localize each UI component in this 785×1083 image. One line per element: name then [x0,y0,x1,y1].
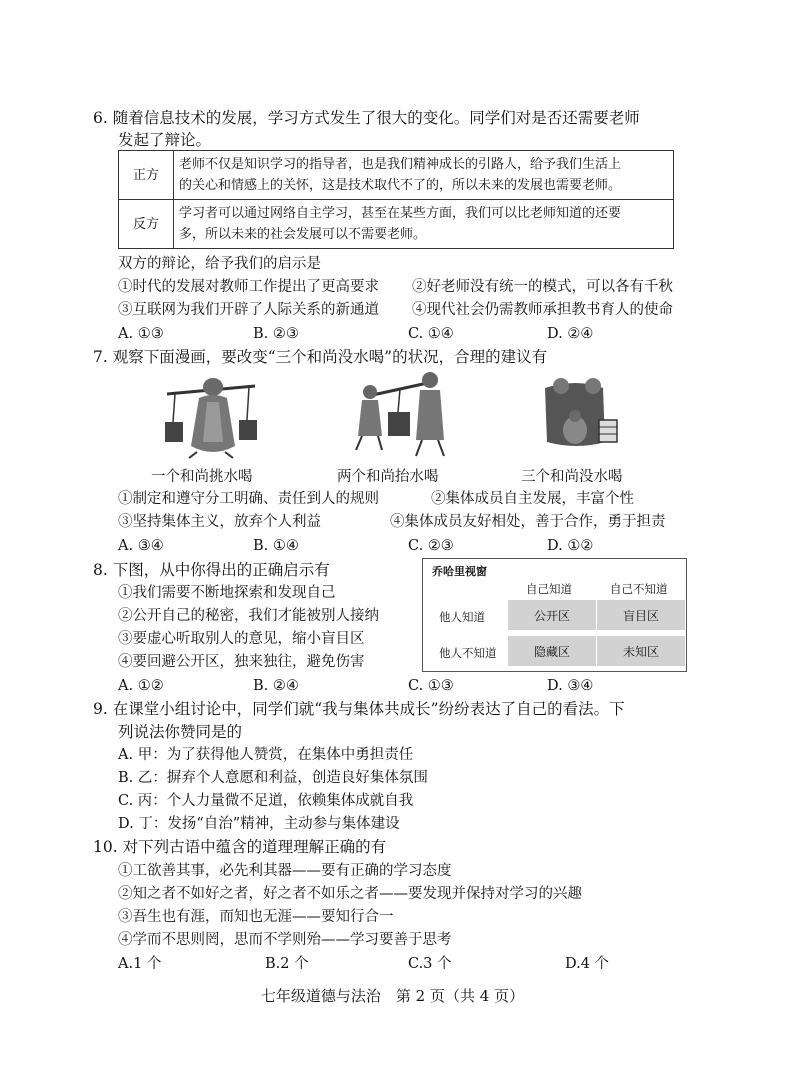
q9-stem-line2: 列说法你赞同是的 [118,723,243,741]
q8-option-b[interactable]: B. ②④ [253,678,299,694]
caption-three-monks: 三个和尚没水喝 [521,469,623,485]
johari-row-others-known: 他人知道 [439,610,485,624]
q7-item4: ④集体成员友好相处，善于合作，勇于担责 [390,514,666,530]
debate-table [118,150,674,249]
johari-blind-area: 盲目区 [597,600,685,630]
q8-item3: ③要虚心听取别人的意见，缩小盲目区 [118,631,365,647]
q6-stem-line2: 发起了辩论。 [118,131,212,149]
q6-item3: ③互联网为我们开辟了人际关系的新通道 [118,302,379,318]
q8-item1: ①我们需要不断地探索和发现自己 [118,585,336,601]
con-text-line2: 多，所以未来的社会发展可以不需要老师。 [179,227,427,242]
johari-unknown-area: 未知区 [597,636,685,666]
q7-option-c[interactable]: C. ②③ [408,538,454,554]
con-label: 反方 [119,200,174,249]
pro-text-line1: 老师不仅是知识学习的指导者，也是我们精神成长的引路人，给予我们生活上 [179,157,622,172]
con-text [174,200,674,249]
q8-item4: ④要回避公开区，独来独往，避免伤害 [118,654,365,670]
pro-text-line2: 的关心和情感上的关怀，这是技术取代不了的，所以未来的发展也需要老师。 [179,178,622,193]
q9-stem-line1: 9. 在课堂小组讨论中，同学们就“我与集体共成长”纷纷表达了自己的看法。下 [93,700,625,718]
q10-stem: 10. 对下列古语中蕴含的道理理解正确的有 [93,838,387,856]
q10-option-b[interactable]: B.2 个 [265,956,309,972]
q6-item2: ②好老师没有统一的模式，可以各有千秋 [412,279,673,295]
q6-stem-line1: 6. 随着信息技术的发展，学习方式发生了很大的变化。同学们对是否还需要老师 [93,109,640,127]
q6-option-c[interactable]: C. ①④ [408,326,454,342]
q6-item4: ④现代社会仍需教师承担教书育人的使命 [412,302,673,318]
johari-col-self-unknown: 自己不知道 [610,582,668,596]
johari-title: 乔哈里视窗 [432,565,487,578]
q8-stem: 8. 下图，从中你得出的正确启示有 [93,561,330,579]
q6-item1: ①时代的发展对教师工作提出了更高要求 [118,279,379,295]
q6-prompt: 双方的辩论，给予我们的启示是 [118,256,321,272]
q10-option-d[interactable]: D.4 个 [565,956,610,972]
q10-item2: ②知之者不如好之者，好之者不如乐之者——要发现并保持对学习的兴趣 [118,886,582,902]
cartoon-two-monks-icon [348,370,448,464]
q6-option-b[interactable]: B. ②③ [253,326,299,342]
q8-item2: ②公开自己的秘密，我们才能被别人接纳 [118,608,379,624]
cartoon-one-monk-icon [163,372,263,462]
page-footer: 七年级道德与法治 第 2 页（共 4 页） [260,987,525,1005]
con-text-line1: 学习者可以通过网络自主学习，甚至在某些方面，我们可以比老师知道的还要 [179,206,622,221]
caption-one-monk: 一个和尚挑水喝 [151,469,253,485]
q7-option-d[interactable]: D. ①② [547,538,594,554]
q7-stem: 7. 观察下面漫画，要改变“三个和尚没水喝”的状况，合理的建议有 [93,348,548,366]
johari-row-others-unknown: 他人不知道 [439,646,497,660]
q8-option-a[interactable]: A. ①② [118,678,164,694]
q10-option-a[interactable]: A.1 个 [118,956,162,972]
q7-option-a[interactable]: A. ③④ [118,538,164,554]
q8-option-c[interactable]: C. ①③ [408,678,454,694]
johari-hidden-area: 隐藏区 [508,636,596,666]
caption-two-monks: 两个和尚抬水喝 [337,469,439,485]
q6-option-d[interactable]: D. ②④ [547,326,594,342]
johari-col-self-known: 自己知道 [526,582,572,596]
johari-open-area: 公开区 [508,600,596,630]
pro-text [174,151,674,200]
q10-item1: ①工欲善其事，必先利其器——要有正确的学习态度 [118,863,452,879]
q7-item3: ③坚持集体主义，放弃个人利益 [118,514,321,530]
q7-item2: ②集体成员自主发展，丰富个性 [431,491,634,507]
q7-option-b[interactable]: B. ①④ [253,538,299,554]
q10-item4: ④学而不思则罔，思而不学则殆——学习要善于思考 [118,932,452,948]
cartoon-three-monks-icon [527,372,627,452]
q9-option-c[interactable]: C. 丙：个人力量微不足道，依赖集体成就自我 [118,793,414,809]
q8-option-d[interactable]: D. ③④ [547,678,594,694]
q9-option-a[interactable]: A. 甲：为了获得他人赞赏，在集体中勇担责任 [118,747,414,763]
q10-item3: ③吾生也有涯，而知也无涯——要知行合一 [118,909,394,925]
q9-option-b[interactable]: B. 乙：摒弃个人意愿和利益，创造良好集体氛围 [118,770,428,786]
pro-label: 正方 [119,151,174,200]
q9-option-d[interactable]: D. 丁：发扬“自治”精神，主动参与集体建设 [118,816,400,832]
q10-option-c[interactable]: C.3 个 [408,956,452,972]
q6-option-a[interactable]: A. ①③ [118,326,164,342]
q7-item1: ①制定和遵守分工明确、责任到人的规则 [118,491,379,507]
johari-window-figure [422,558,687,672]
